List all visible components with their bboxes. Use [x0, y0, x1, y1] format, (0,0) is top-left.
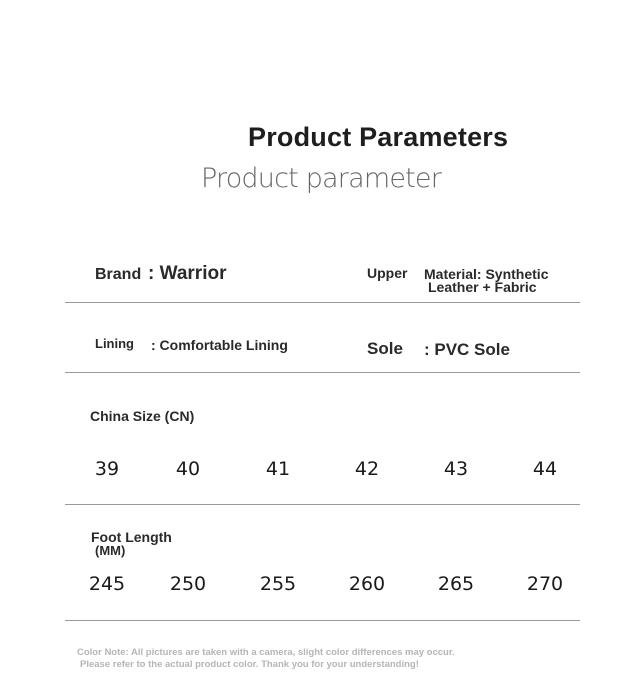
divider — [65, 504, 580, 505]
color-note-line2: Please refer to the actual product color. Thank you for your understanding! — [80, 659, 419, 670]
foot-length-unit: (MM) — [95, 543, 126, 558]
color-note — [77, 647, 455, 671]
divider — [65, 620, 580, 621]
sole-label: Sole — [367, 339, 403, 358]
length-value: 245 — [88, 573, 126, 595]
length-value: 250 — [169, 573, 207, 595]
foot-length-label: Foot Length — [91, 529, 172, 545]
size-value: 41 — [265, 458, 291, 480]
lining-label: Lining — [95, 336, 134, 351]
sole-value: : PVC Sole — [424, 340, 510, 359]
china-size-label: China Size (CN) — [90, 408, 195, 424]
size-value: 43 — [443, 458, 469, 480]
brand-label: Brand — [95, 266, 142, 283]
size-value: 40 — [175, 458, 201, 480]
length-value: 265 — [437, 573, 475, 595]
color-note-line1: Color Note: All pictures are taken with a camera, slight color differences may occur. — [77, 647, 455, 658]
length-value: 270 — [526, 573, 564, 595]
upper-value-line2: Leather + Fabric — [428, 279, 537, 295]
size-value: 39 — [94, 458, 120, 480]
length-value: 255 — [259, 573, 297, 595]
page-subtitle: Product parameter — [201, 163, 442, 194]
upper-label: Upper — [367, 265, 408, 281]
page-title: Product Parameters — [248, 122, 509, 152]
lining-value: : Comfortable Lining — [151, 337, 288, 353]
divider — [65, 372, 580, 373]
upper-value-line1: Material: Synthetic — [424, 266, 549, 282]
length-value: 260 — [348, 573, 386, 595]
brand-value: : Warrior — [148, 263, 227, 284]
size-value: 44 — [532, 458, 558, 480]
divider — [65, 302, 580, 303]
size-value: 42 — [354, 458, 380, 480]
